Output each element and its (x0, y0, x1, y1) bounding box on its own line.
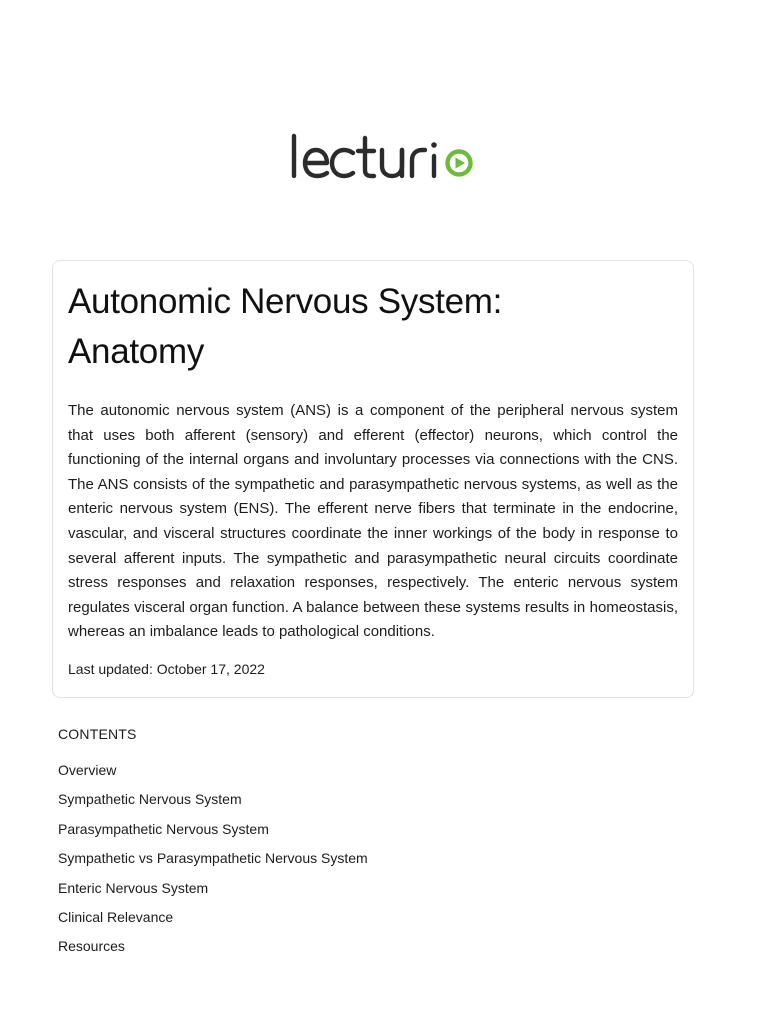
toc-link-enteric-nervous-system[interactable]: Enteric Nervous System (58, 879, 209, 896)
article-title: Autonomic Nervous System: Anatomy (68, 282, 503, 371)
contents-heading: CONTENTS (58, 726, 137, 742)
toc-link-overview[interactable]: Overview (58, 762, 117, 778)
toc-link-sympathetic-vs-parasympathetic[interactable]: Sympathetic vs Parasympathetic Nervous System (58, 850, 368, 867)
article-summary: The autonomic nervous system (ANS) is a component of the peripheral nervous system that uses both afferent (sensory) and efferent (effector) neurons, which control the functioning of the internal organs and involuntary processes via connections with the CNS. The ANS consists of the sympathetic and parasympathetic nervous systems, as well as the enteric nervous system (ENS). The efferent nerve fibers that terminate in the endocrine, vascular, and visceral structures coordinate the inner workings of the body in response to several afferent inputs. The sympathetic and parasympathetic neural circuits coordinate stress responses and relaxation responses, respectively. The enteric nervous system regulates visceral organ function. A balance between these systems results in homeostasis, whereas an imbalance leads to pathological conditions. (68, 402, 678, 641)
toc-list (58, 760, 658, 966)
article-summary-card (52, 260, 694, 698)
toc-link-parasympathetic-nervous-system[interactable]: Parasympathetic Nervous System (58, 820, 269, 837)
toc-link-sympathetic-nervous-system[interactable]: Sympathetic Nervous System (58, 791, 242, 808)
table-of-contents (58, 724, 658, 966)
lecturio-logo-mark (289, 132, 479, 184)
last-updated-date: Last updated: October 17, 2022 (68, 660, 265, 677)
lecturio-logo[interactable] (0, 132, 768, 192)
toc-link-clinical-relevance[interactable]: Clinical Relevance (58, 908, 174, 925)
toc-link-resources[interactable]: Resources (58, 938, 125, 955)
